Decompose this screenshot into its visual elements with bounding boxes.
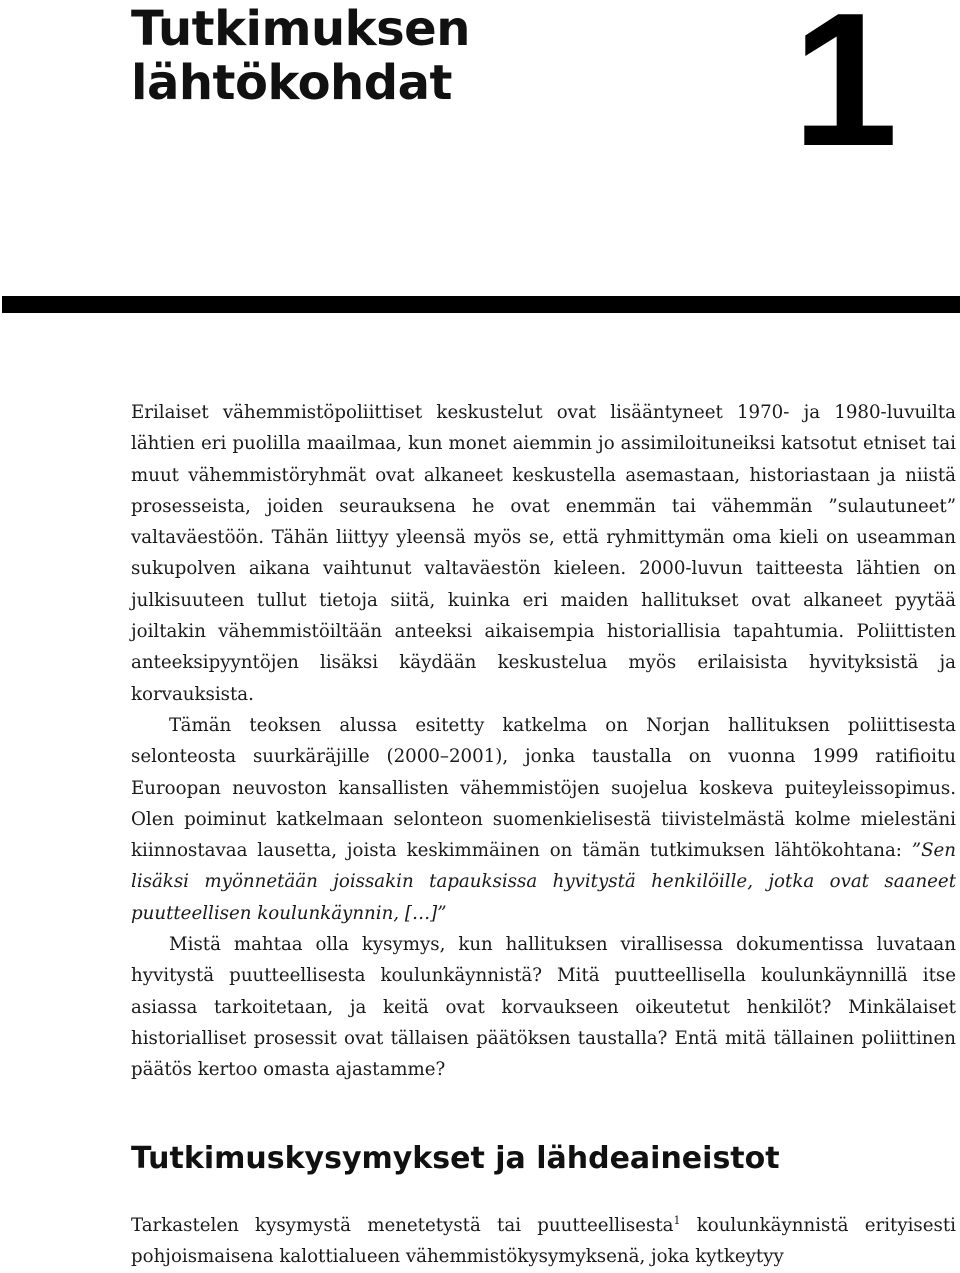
chapter-divider-rule [2, 296, 960, 313]
section-text [131, 1210, 956, 1273]
section-paragraph-1-start: Tarkastelen kysymystä menetetystä tai puutteellisesta [131, 1215, 674, 1236]
intro-text [131, 397, 956, 1086]
section-paragraph-1-end: koulunkäynnistä erityisesti pohjoismaisena kalottialueen vähemmistökysymyksenä, joka kytkeytyy [131, 1215, 956, 1268]
quoted-sentence: ”Sen lisäksi myönnetään joissakin tapauksissa hyvitystä henkilöille, jotka ovat saaneet puutteellisen koulunkäynnin, […]” [131, 840, 956, 924]
section-paragraph-1 [131, 1210, 956, 1273]
chapter-title-line-1: Tutkimuksen [131, 1, 470, 57]
footnote-reference[interactable]: 1 [673, 1213, 681, 1227]
intro-paragraph-2 [131, 710, 956, 929]
intro-paragraph-3: Mistä mahtaa olla kysymys, kun hallituksen virallisessa dokumentissa luvataan hyvitystä puutteellisesta koulunkäynnistä? Mitä puutteellisella koulunkäynnillä itse asiassa tarkoitetaan, ja keitä ovat korvaukseen oikeutetut henkilöt? Minkälaiset historialliset prosessit ovat tällaisen päätöksen taustalla? Entä mitä tällainen poliittinen päätös kertoo omasta ajastamme? [131, 934, 956, 1081]
section-heading: Tutkimuskysymykset ja lähdeaineistot [131, 1141, 780, 1176]
intro-paragraph-2-text: Tämän teoksen alussa esitetty katkelma on Norjan hallituksen poliittisesta selonteosta suurkäräjille (2000–2001), jonka taustalla on vuonna 1999 ratifioitu Euroopan neuvoston kansallisten vähemmistöjen suojelua koskeva puiteyleissopimus. Olen poiminut katkelmaan selonteon suomenkielisestä tiivistelmästä kolme mielestäni kiinnostavaa lausetta, joista keskimmäinen on tämän tutkimuksen lähtökohtana: [131, 714, 956, 862]
chapter-title [131, 2, 470, 110]
intro-paragraph-1: Erilaiset vähemmistöpoliittiset keskustelut ovat lisääntyneet 1970- ja 1980-luvuilta lähtien eri puolilla maailmaa, kun monet aiemmin jo assimiloituneiksi katsotut etniset tai muut vähemmistöryhmät ovat alkaneet keskustella asemastaan, historiastaan ja niistä prosesseista, joiden seurauksena he ovat enemmän tai vähemmän ”sulautuneet” valtaväestöön. Tähän liittyy yleensä myös se, että ryhmittymän oma kieli on useamman sukupolven aikana vaihtunut valtaväestön kieleen. 2000-luvun taitteesta lähtien on julkisuuteen tullut tietoja siitä, kuinka eri maiden hallitukset ovat alkaneet pyytää joiltakin vähemmistöiltään anteeksi aikaisempia historiallisia tapahtumia. Poliittisten anteeksipyyntöjen lisäksi käydään keskustelua myös erilaisista hyvityksistä ja korvauksista. [131, 402, 956, 705]
chapter-number: 1 [792, 0, 898, 186]
chapter-title-line-2: lähtökohdat [131, 55, 452, 111]
